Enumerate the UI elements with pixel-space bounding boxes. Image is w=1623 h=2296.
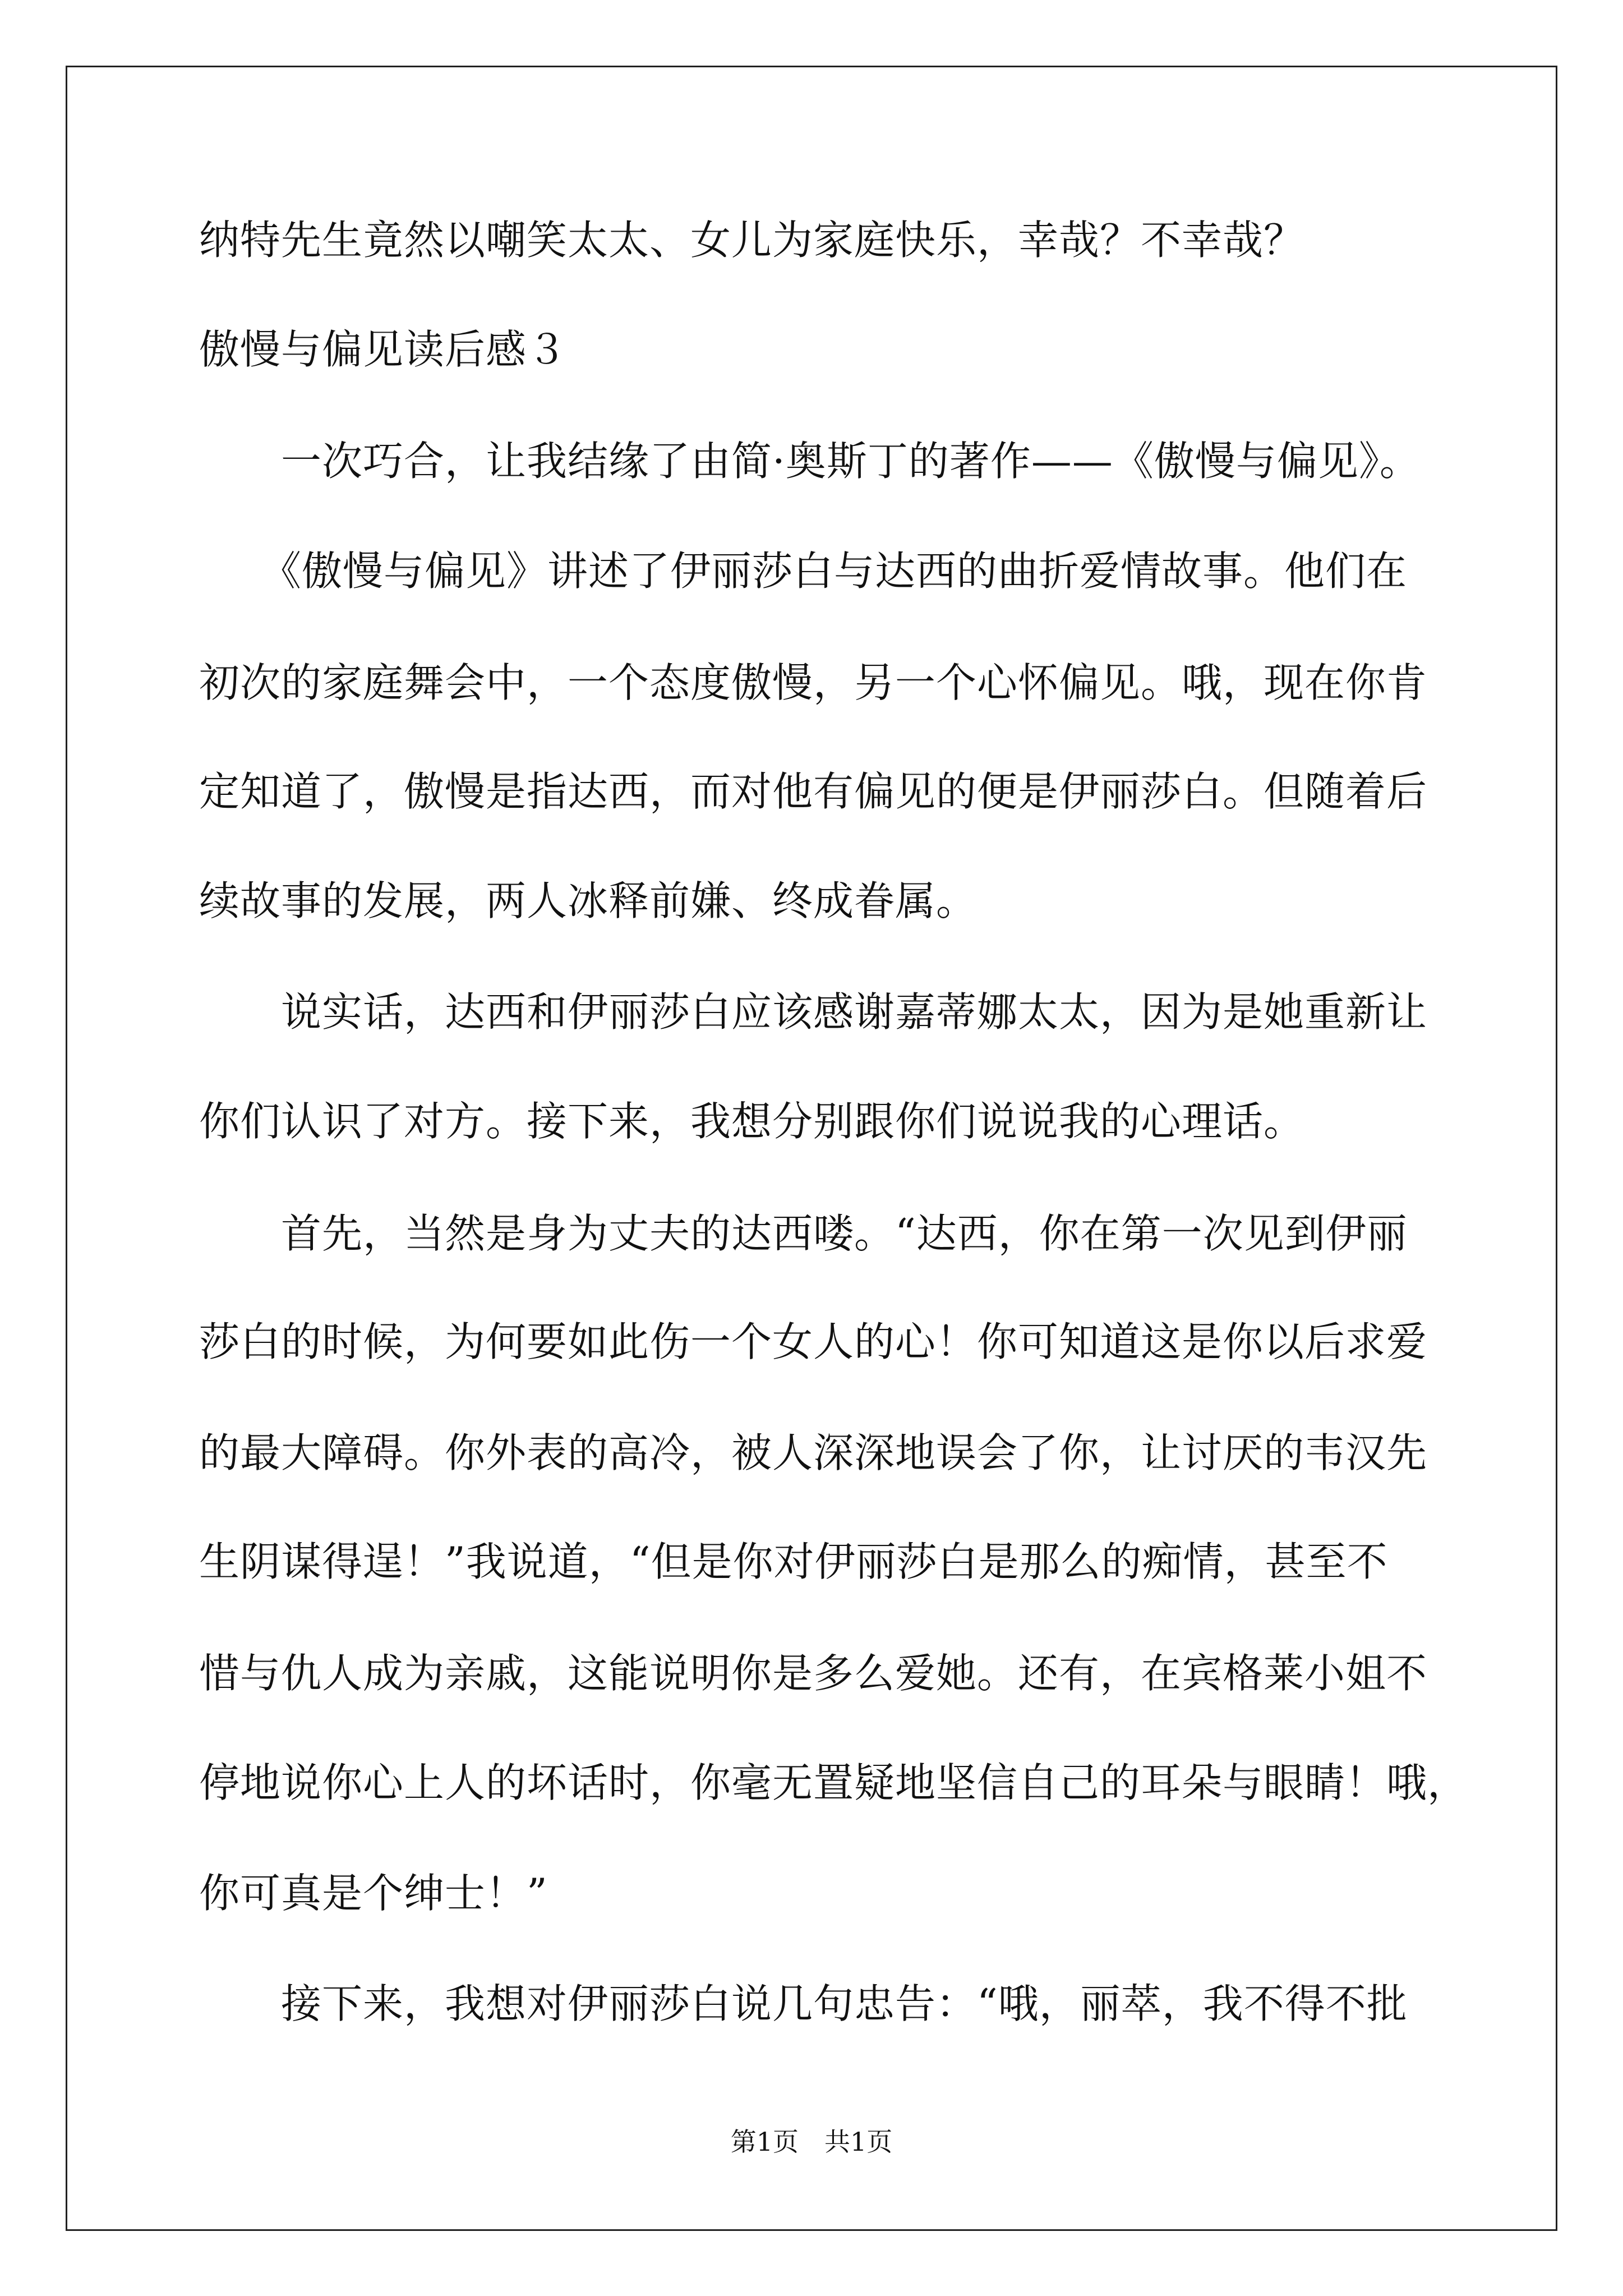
text-line: 一次巧合，让我结缘了由简·奥斯丁的著作——《傲慢与偏见》。 bbox=[199, 438, 1421, 485]
page-footer: 第1页 共1页 bbox=[730, 2127, 893, 2157]
text-line: 《傲慢与偏见》讲述了伊丽莎白与达西的曲折爱情故事。他们在 bbox=[199, 547, 1408, 595]
text-line: 续故事的发展，两人冰释前嫌、终成眷属。 bbox=[199, 877, 978, 924]
text-line: 定知道了，傲慢是指达西，而对他有偏见的便是伊丽莎白。但随着后 bbox=[199, 768, 1428, 815]
text-line: 生阴谋得逞！”我说道，“但是你对伊丽莎白是那么的痴情，甚至不 bbox=[199, 1538, 1388, 1585]
section-heading: 傲慢与偏见读后感３ bbox=[199, 326, 568, 373]
text-line: 说实话，达西和伊丽莎白应该感谢嘉蒂娜太太，因为是她重新让 bbox=[199, 988, 1428, 1036]
text-line: 纳特先生竟然以嘲笑太太、女儿为家庭快乐，幸哉？不幸哉？ bbox=[199, 217, 1305, 264]
text-line: 初次的家庭舞会中，一个态度傲慢，另一个心怀偏见。哦，现在你肯 bbox=[199, 659, 1428, 706]
text-line: 首先，当然是身为丈夫的达西喽。“达西，你在第一次见到伊丽 bbox=[199, 1210, 1408, 1257]
text-line: 你可真是个绅士！” bbox=[199, 1870, 548, 1917]
text-line: 莎白的时候，为何要如此伤一个女人的心！你可知道这是你以后求爱 bbox=[199, 1318, 1428, 1365]
text-line: 惜与仇人成为亲戚，这能说明你是多么爱她。还有，在宾格莱小姐不 bbox=[199, 1650, 1428, 1697]
text-line: 你们认识了对方。接下来，我想分别跟你们说说我的心理话。 bbox=[199, 1098, 1305, 1145]
text-line: 接下来，我想对伊丽莎白说几句忠告：“哦，丽萃，我不得不批 bbox=[199, 1980, 1408, 2027]
text-line: 的最大障碍。你外表的高冷，被人深深地误会了你，让讨厌的韦汉先 bbox=[199, 1429, 1428, 1476]
text-line: 停地说你心上人的坏话时，你毫无置疑地坚信自己的耳朵与眼睛！哦， bbox=[199, 1759, 1469, 1806]
